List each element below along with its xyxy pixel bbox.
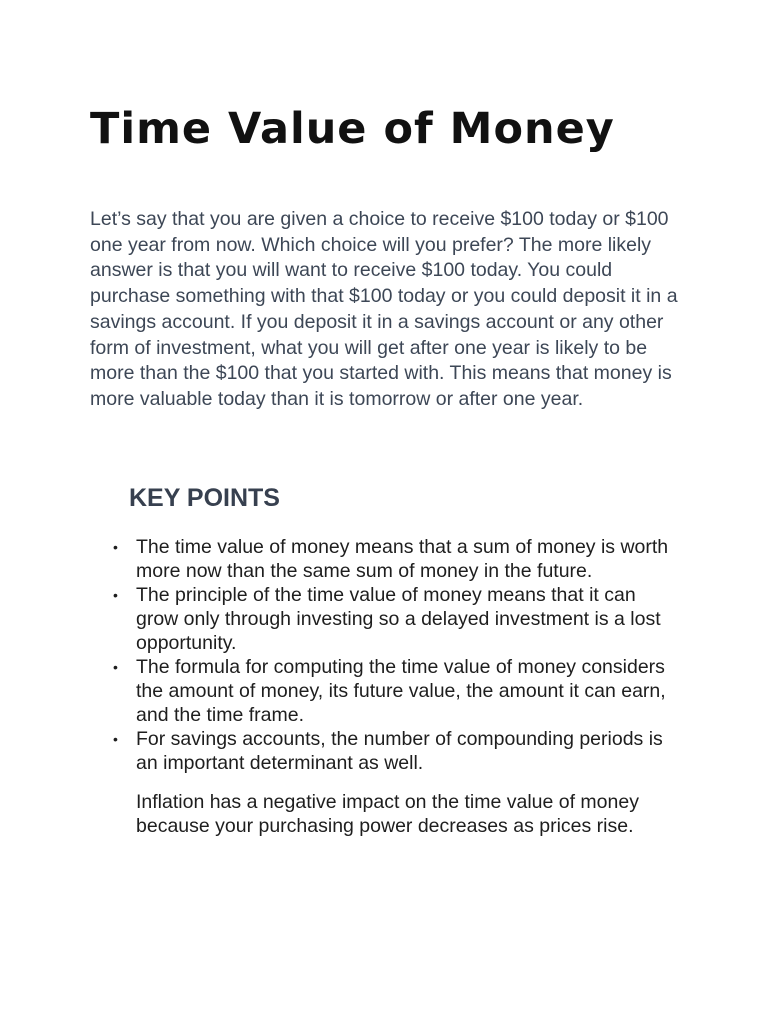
key-points-heading: KEY POINTS <box>129 484 280 512</box>
key-point-text: For savings accounts, the number of compounding periods is an important determinant as well. <box>136 728 663 774</box>
intro-paragraph: Let’s say that you are given a choice to receive $100 today or $100 one year from now. Which choice will you prefer? The more likely answer is that you will want to receive $100 today. You could purchase something with that $100 today or you could deposit it in a savings account. If you deposit it in a savings account or any other form of investment, what you will get after one year is likely to be more than the $100 that you started with. This means that money is more valuable today than it is tomorrow or after one year. <box>90 208 678 410</box>
key-point-item <box>105 583 675 655</box>
closing-paragraph: Inflation has a negative impact on the time value of money because your purchasing power decreases as prices rise. <box>136 791 639 837</box>
bullet-icon: • <box>113 731 118 747</box>
key-point-item <box>105 535 675 583</box>
bullet-icon: • <box>113 539 118 555</box>
document-title: Time Value of Money <box>90 104 615 154</box>
key-points-list <box>105 535 675 775</box>
key-point-item <box>105 727 675 775</box>
bullet-icon: • <box>113 659 118 675</box>
bullet-icon: • <box>113 587 118 603</box>
key-point-item <box>105 655 675 727</box>
key-point-text: The principle of the time value of money means that it can grow only through investing so a delayed investment is a lost opportunity. <box>136 584 661 654</box>
key-point-text: The time value of money means that a sum of money is worth more now than the same sum of money in the future. <box>136 536 669 582</box>
key-point-text: The formula for computing the time value of money considers the amount of money, its future value, the amount it can earn, and the time frame. <box>136 656 666 726</box>
